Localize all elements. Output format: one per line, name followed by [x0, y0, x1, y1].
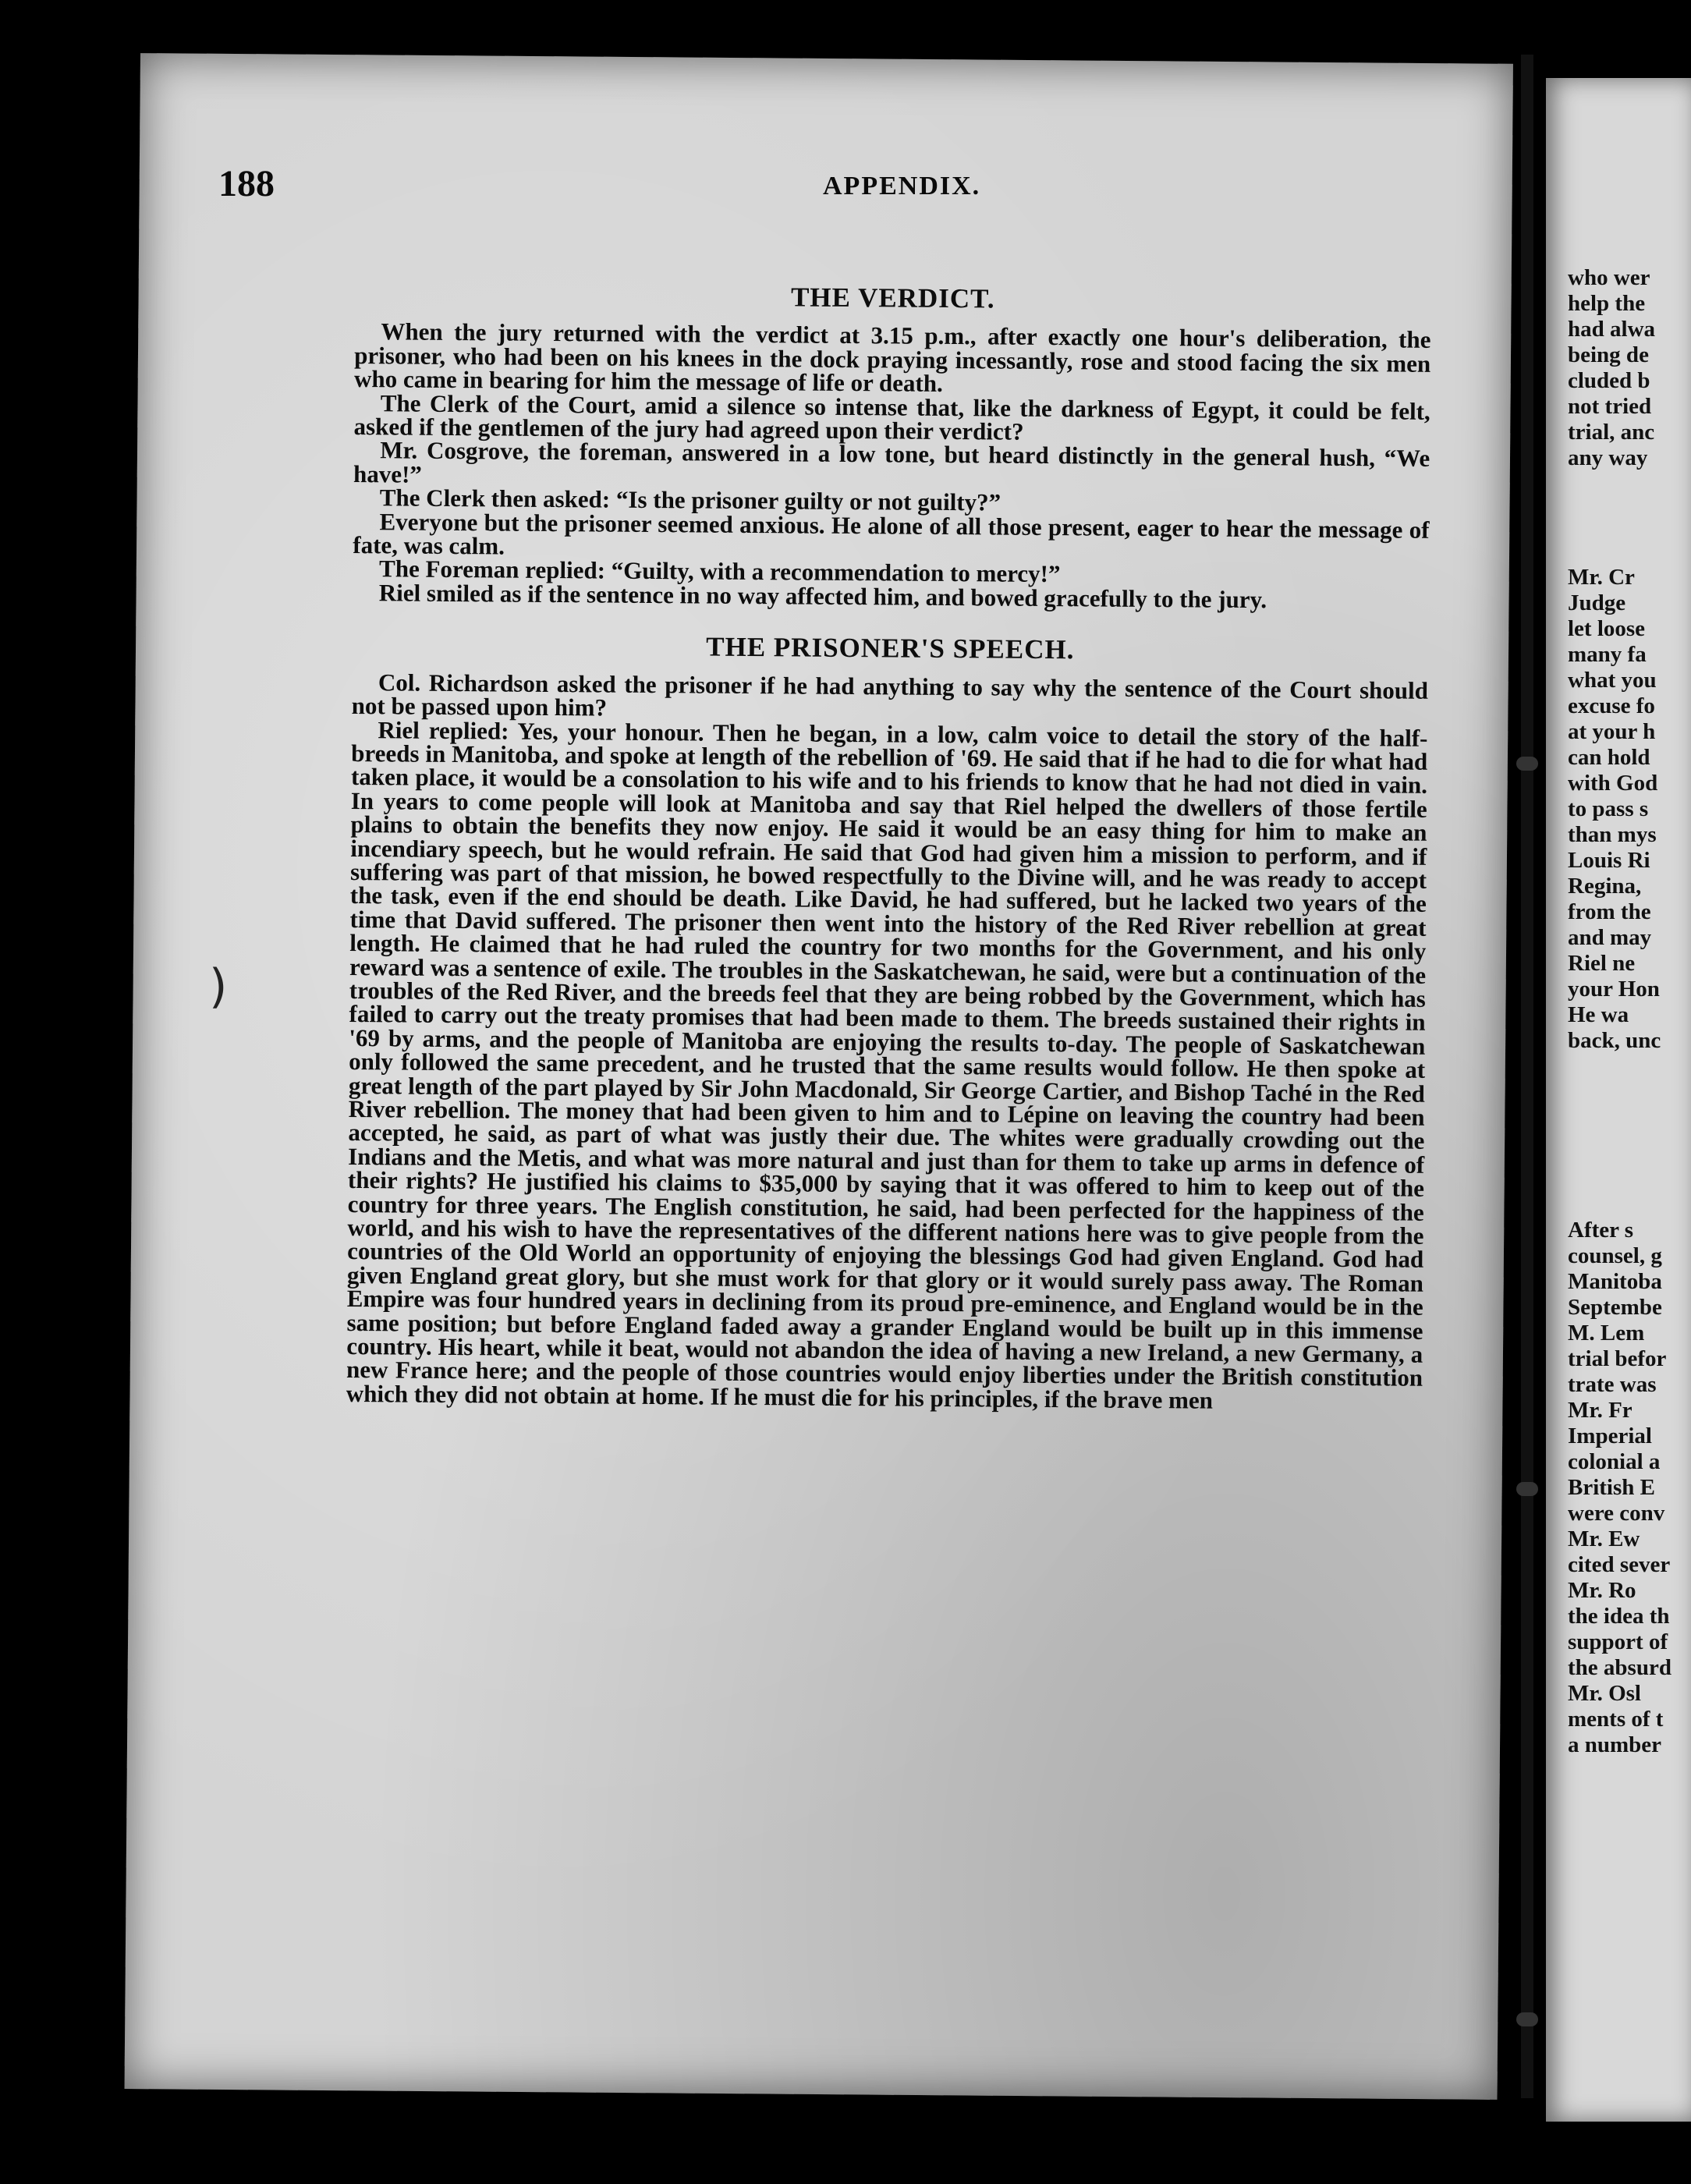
adjacent-page-line: to pass s — [1568, 796, 1649, 821]
speech-paragraph: Riel replied: Yes, your honour. Then he began, in a low, calm voice to detail the story of the half-breeds in Manitoba, and spoke at length of the rebellion of '69. He said that if he had to die for what had taken place, it would be a consolation to his wife and to his friends to know that he had not died in vain. In years to come people will look at Manitoba and say that Riel helped the dwellers of those fertile plains to obtain the benefits they now enjoy. He said it would be an easy thing for him to make an incendiary speech, but he would refrain. He said that God had given him a mission to perform, and if suffering was part of that mission, he bowed respectfully to the Divine will, and he was ready to accept the task, even if the end should be death. Like David, he had suffered, but he lacked two years of the time that David suffered. The prisoner then went into the history of the Red River rebellion at great length. He claimed that he had ruled the country for two months for the Government, and his only reward was a sentence of exile. The troubles in the Saskatchewan, he said, were but a continuation of the troubles of the Red River, and the breeds feel that they are being robbed by the Government, which has failed to carry out the treaty promises that had been made to them. The breeds sustained their rights in '69 by arms, and the people of Manitoba are enjoying the results to-day. The people of Saskatchewan only followed the same precedent, and he trusted that the same results would follow. He then spoke at great length of the part played by Sir John Macdonald, Sir George Cartier, and Bishop Taché in the Red River rebellion. The money that had been given to him and to Lépine on leaving the country had been accepted, he said, as part of what was justly their due. The whites were gradually crowding out the Indians and the Metis, and what was more natural and just than for them to take up arms in defence of their rights? He justified his claims to $35,000 by saying that it was offered to him to keep out of the country for three years. The English constitution, he said, had been perfected for the happiness of the world, and his wish to have the representatives of the different nations here was to give people from the countries of the Old World an opportunity of enjoying the blessings God had given England. God had given England great glory, but she must work for that glory or it would surely pass away. The Roman Empire was four hundred years in declining from its proud pre-eminence, and England would be in the same position; but before England faded away a grander England would be built up in this immense country. His heart, while it beat, would not abandon the idea of having a new Ireland, a new Germany, a new France here; and the people of those countries would enjoy liberties under the British constitution which they did not obtain at home. If he must die for his principles, if the brave men — [346, 715, 1428, 1414]
adjacent-page-line: Mr. Ew — [1568, 1526, 1640, 1551]
speech-section — [346, 668, 1429, 1414]
adjacent-page-line: not tried — [1568, 394, 1652, 419]
adjacent-page-line: back, unc — [1568, 1028, 1661, 1053]
binding-mark — [1516, 1482, 1538, 1496]
adjacent-page-line: counsel, g — [1568, 1243, 1662, 1268]
page-number: 188 — [218, 163, 275, 204]
adjacent-page-line: from the — [1568, 899, 1651, 924]
adjacent-page-line: who wer — [1568, 265, 1650, 290]
adjacent-page-line: can hold — [1568, 745, 1650, 770]
binding-mark — [1516, 2012, 1538, 2026]
margin-bracket-mark: ) — [209, 959, 228, 1014]
adjacent-page-line: Judge — [1568, 590, 1626, 615]
adjacent-page-line: support of — [1568, 1629, 1668, 1654]
adjacent-page-line: your Hon — [1568, 977, 1660, 1002]
adjacent-page-line: what you — [1568, 668, 1657, 693]
adjacent-page-line: colonial a — [1568, 1449, 1661, 1474]
adjacent-page-line: Mr. Ro — [1568, 1578, 1636, 1603]
verdict-paragraph: The Clerk then asked: “Is the prisoner guilty or not guilty?” — [379, 484, 1001, 516]
adjacent-page-block-2 — [1546, 565, 1691, 1054]
adjacent-page-line: British E — [1568, 1475, 1655, 1500]
adjacent-page-line: Imperial — [1568, 1424, 1652, 1448]
verdict-paragraph: The Clerk of the Court, amid a silence so intense that, like the darkness of Egypt, it could be felt, asked if the gentlemen of the jury had agreed upon their verdict? — [353, 388, 1430, 445]
adjacent-page-line: help the — [1568, 291, 1646, 316]
adjacent-page-line: ments of t — [1568, 1707, 1664, 1732]
speech-paragraph: Col. Richardson asked the prisoner if he had anything to say why the sentence of the Court should not be passed upon him? — [351, 668, 1429, 722]
verdict-paragraph: Riel smiled as if the sentence in no way affected him, and bowed gracefully to the jury. — [378, 579, 1267, 614]
adjacent-page-line: had alwa — [1568, 317, 1656, 342]
adjacent-page-line: After s — [1568, 1218, 1634, 1243]
page-header — [218, 162, 1451, 209]
book-gutter — [1521, 55, 1533, 2098]
adjacent-page-line: the idea th — [1568, 1604, 1670, 1629]
adjacent-page-line: at your h — [1568, 719, 1656, 744]
verdict-paragraph: Mr. Cosgrove, the foreman, answered in a low tone, but heard distinctly in the general hush, “We have!” — [353, 436, 1430, 488]
adjacent-page-line: and may — [1568, 925, 1652, 950]
adjacent-page-line: the absurd — [1568, 1655, 1672, 1680]
adjacent-page-line: with God — [1568, 771, 1658, 796]
adjacent-page-line: trial, anc — [1568, 420, 1655, 445]
adjacent-page-line: let loose — [1568, 616, 1646, 641]
adjacent-page-fragment — [1546, 78, 1691, 2122]
adjacent-page-line: Manitoba — [1568, 1269, 1662, 1294]
page-body — [346, 282, 1431, 1414]
adjacent-page-line: excuse fo — [1568, 693, 1655, 718]
adjacent-page-line: being de — [1568, 342, 1649, 367]
adjacent-page-line: were conv — [1568, 1501, 1665, 1526]
verdict-paragraph: Everyone but the prisoner seemed anxious. He alone of all those present, eager to hear the message of fate, was calm. — [353, 507, 1430, 560]
speech-heading: THE PRISONER'S SPEECH. — [706, 631, 1075, 665]
adjacent-page-line: trate was — [1568, 1372, 1657, 1397]
adjacent-page-line: M. Lem — [1568, 1321, 1645, 1346]
adjacent-page-line: trial befor — [1568, 1346, 1667, 1371]
adjacent-page-line: Louis Ri — [1568, 848, 1650, 873]
verdict-paragraph: The Foreman replied: “Guilty, with a recommendation to mercy!” — [378, 555, 1061, 588]
adjacent-page-line: many fa — [1568, 642, 1647, 667]
adjacent-page-line: a number — [1568, 1732, 1662, 1757]
adjacent-page-line: Riel ne — [1568, 951, 1636, 976]
verdict-section — [353, 317, 1431, 614]
adjacent-page-line: any way — [1568, 445, 1648, 470]
verdict-heading: THE VERDICT. — [790, 282, 995, 314]
adjacent-page-line: Mr. Osl — [1568, 1681, 1641, 1706]
adjacent-page-block-3 — [1546, 1218, 1691, 1758]
verdict-paragraph: When the jury returned with the verdict at 3.15 p.m., after exactly one hour's deliberation, the prisoner, who had been on his knees in the dock praying incessantly, rose and stood facing the six men who came in bearing for him the message of life or death. — [353, 317, 1431, 398]
adjacent-page-line: Mr. Fr — [1568, 1398, 1633, 1423]
running-head: APPENDIX. — [823, 172, 981, 200]
adjacent-page-line: Septembe — [1568, 1295, 1662, 1320]
adjacent-page-line: Mr. Cr — [1568, 565, 1635, 590]
binding-mark — [1516, 757, 1538, 771]
adjacent-page-line: He wa — [1568, 1002, 1629, 1027]
adjacent-page-line: than mys — [1568, 822, 1657, 847]
adjacent-page-line: cited sever — [1568, 1552, 1671, 1577]
adjacent-page-line: Regina, — [1568, 874, 1642, 899]
adjacent-page-line: cluded b — [1568, 368, 1650, 393]
adjacent-page-block-1 — [1546, 265, 1691, 471]
